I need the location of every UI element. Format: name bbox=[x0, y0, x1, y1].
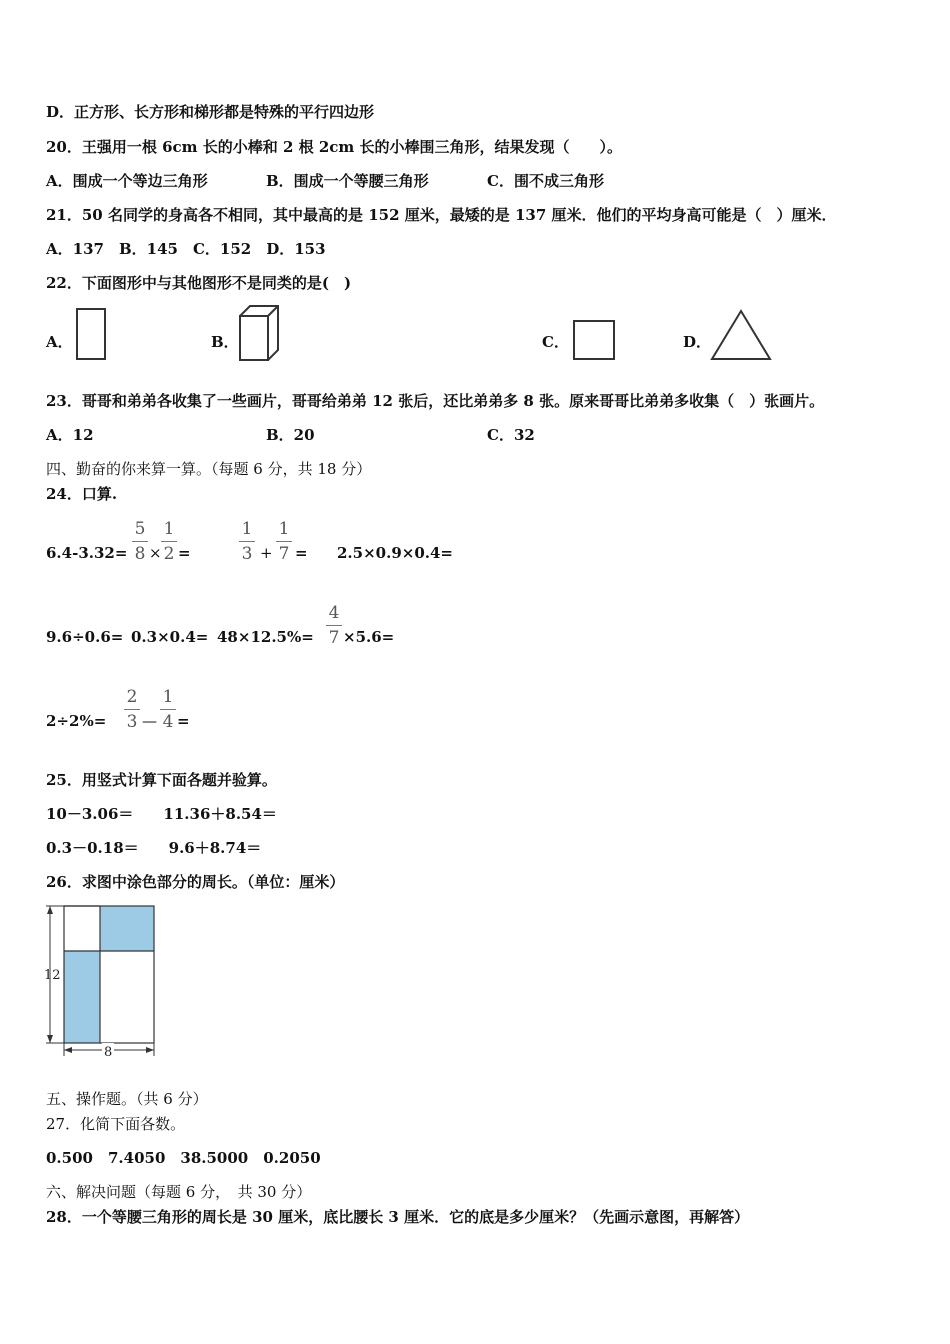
q25-row1: 10－3.06＝ 11.36＋8.54＝ bbox=[46, 805, 277, 823]
q21-question: 21．50 名同学的身高各不相同，其中最高的是 152 厘米，最矮的是 137 厘米．他们的平均身高可能是（ ）厘米． bbox=[46, 206, 837, 224]
q23-option-c: C．32 bbox=[487, 426, 535, 444]
square-figure bbox=[570, 317, 620, 363]
q24-r1-expr1: 6.4-3.32= bbox=[46, 544, 128, 562]
q22-label-d: D． bbox=[683, 333, 712, 351]
q26-figure bbox=[42, 902, 162, 1062]
plus-sign: + bbox=[260, 544, 273, 562]
q20-option-c: C．围不成三角形 bbox=[487, 172, 604, 190]
q24-r2-tail: ×5.6= bbox=[343, 628, 395, 646]
q27-title: 27．化简下面各数。 bbox=[46, 1115, 186, 1133]
fraction-2-3: 2 3 bbox=[124, 687, 140, 734]
q24-r2-expr2: 0.3×0.4= bbox=[131, 628, 209, 646]
section-6-title: 六、解决问题（每题 6 分， 共 30 分） bbox=[46, 1183, 312, 1201]
times-sign: × bbox=[149, 544, 162, 562]
cuboid-figure bbox=[236, 302, 284, 364]
q25-row2: 0.3－0.18＝ 9.6＋8.74＝ bbox=[46, 839, 262, 857]
section-5-title: 五、操作题。（共 6 分） bbox=[46, 1090, 208, 1108]
q20-option-a: A．围成一个等边三角形 bbox=[46, 172, 208, 190]
fraction-1-4: 1 4 bbox=[160, 687, 176, 734]
shaded-region-left bbox=[64, 951, 100, 1043]
shaded-region-top bbox=[100, 906, 154, 951]
q20-question: 20．王强用一根 6cm 长的小棒和 2 根 2cm 长的小棒围三角形，结果发现（ ）。 bbox=[46, 138, 623, 156]
q24-title: 24．口算. bbox=[46, 485, 118, 503]
minus-sign: — bbox=[142, 712, 157, 730]
fraction-1-2: 1 2 bbox=[161, 519, 177, 566]
q22-label-a: A． bbox=[46, 333, 73, 351]
q24-r3-expr1: 2÷2%= bbox=[46, 712, 107, 730]
q24-r2-expr3: 48×12.5%= bbox=[217, 628, 314, 646]
q23-question: 23．哥哥和弟弟各收集了一些画片，哥哥给弟弟 12 张后，还比弟弟多 8 张。原来哥哥比弟弟多收集（ ）张画片。 bbox=[46, 392, 825, 410]
triangle-figure bbox=[708, 307, 774, 363]
q24-r2-expr1: 9.6÷0.6= bbox=[46, 628, 124, 646]
q22-question: 22．下面图形中与其他图形不是同类的是( ) bbox=[46, 274, 352, 292]
q24-r1-expr2: 2.5×0.9×0.4= bbox=[337, 544, 453, 562]
fraction-4-7: 4 7 bbox=[326, 603, 342, 650]
q22-label-b: B． bbox=[211, 333, 239, 351]
q23-option-a: A．12 bbox=[46, 426, 94, 444]
width-label: 8 bbox=[104, 1045, 113, 1060]
q27-numbers: 0.500 7.4050 38.5000 0.2050 bbox=[46, 1149, 321, 1167]
q22-label-c: C． bbox=[542, 333, 569, 351]
rectangle-figure bbox=[74, 306, 110, 364]
q23-option-b: B．20 bbox=[266, 426, 315, 444]
height-label: 12 bbox=[44, 968, 61, 983]
fraction-5-8: 5 8 bbox=[132, 519, 148, 566]
q26-title: 26．求图中涂色部分的周长。（单位：厘米） bbox=[46, 873, 345, 891]
fraction-1-3: 1 3 bbox=[239, 519, 255, 566]
equals-sign: = bbox=[178, 544, 191, 562]
q21-options: A．137 B．145 C．152 D．153 bbox=[46, 240, 326, 258]
q20-option-b: B．围成一个等腰三角形 bbox=[266, 172, 429, 190]
q19-option-d: D．正方形、长方形和梯形都是特殊的平行四边形 bbox=[46, 103, 375, 121]
fraction-1-7: 1 7 bbox=[276, 519, 292, 566]
equals-sign: = bbox=[177, 712, 190, 730]
q28-question: 28．一个等腰三角形的周长是 30 厘米，底比腰长 3 厘米．它的底是多少厘米？（先画示意图，再解答） bbox=[46, 1208, 750, 1226]
q25-title: 25．用竖式计算下面各题并验算。 bbox=[46, 771, 277, 789]
section-4-title: 四、勤奋的你来算一算。（每题 6 分，共 18 分） bbox=[46, 460, 372, 478]
equals-sign: = bbox=[295, 544, 308, 562]
